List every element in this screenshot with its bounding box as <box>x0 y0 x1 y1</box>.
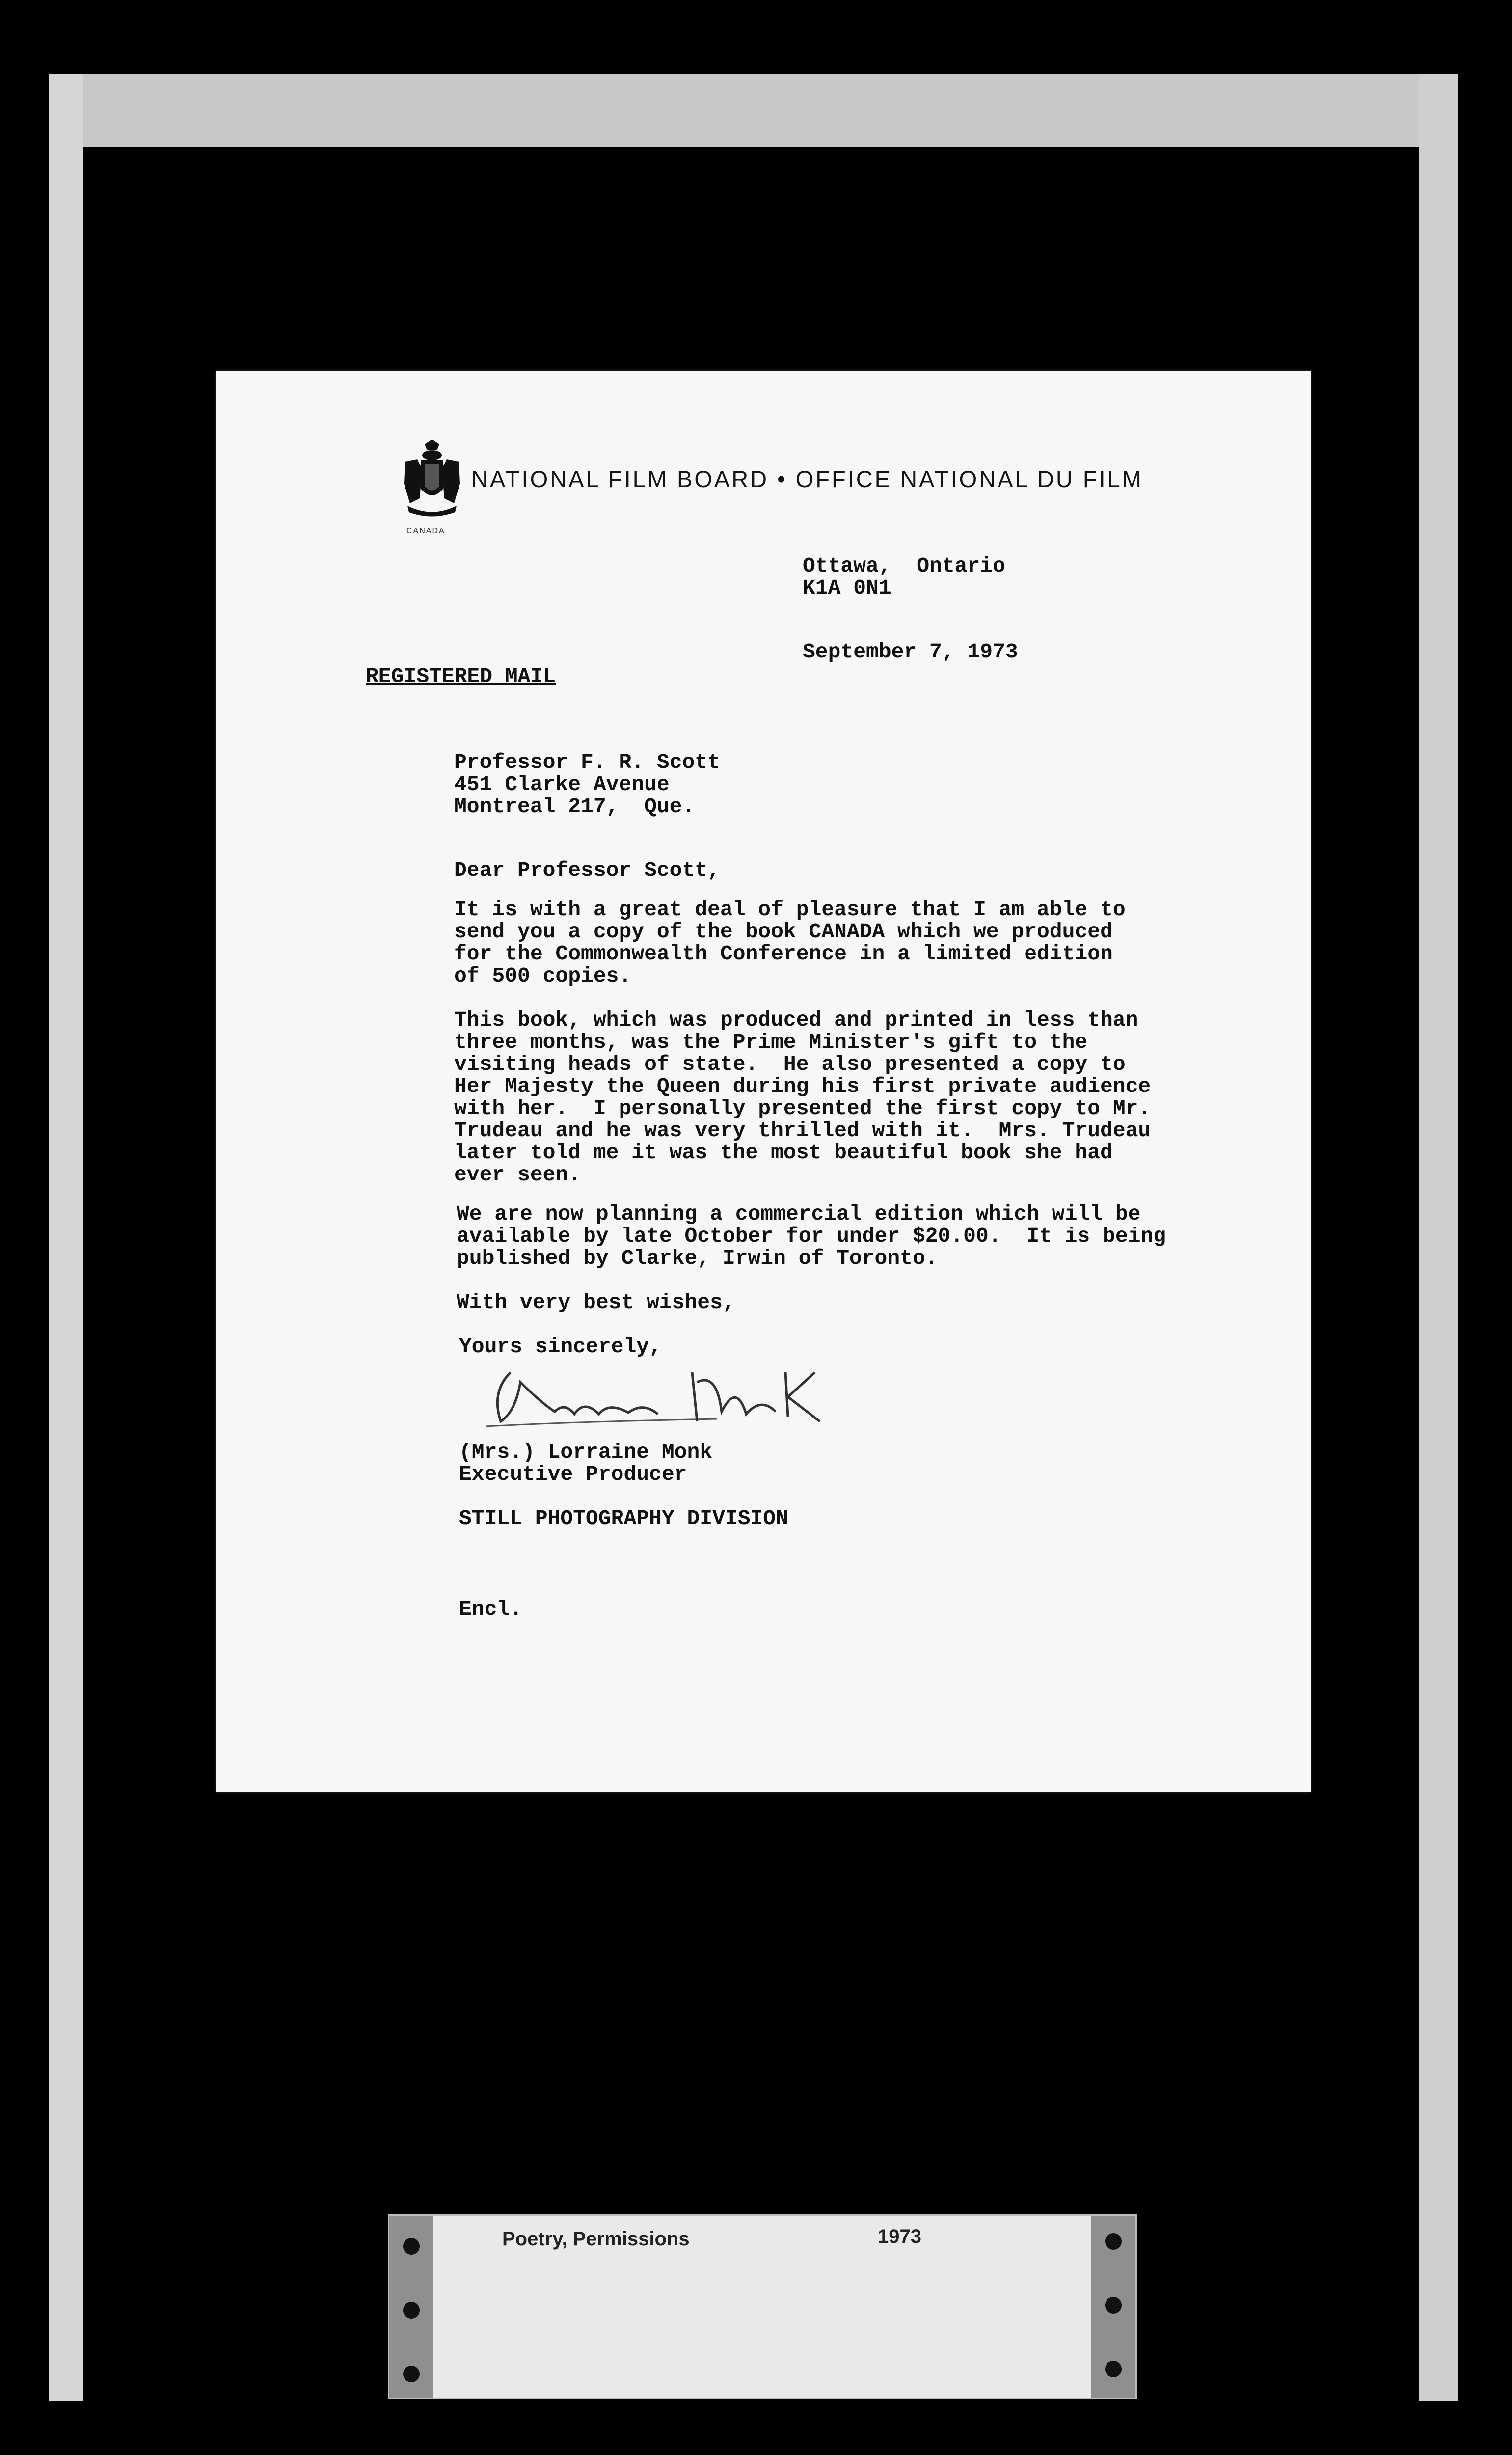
file-tab-title: Poetry, Permissions <box>502 2228 690 2250</box>
punch-hole-icon <box>403 2302 420 2319</box>
enclosure-note: Encl. <box>459 1597 523 1621</box>
closing-wishes: With very best wishes, <box>457 1290 735 1314</box>
recipient-city: Montreal 217, Que. <box>454 794 695 818</box>
letter-date: September 7, 1973 <box>803 640 1018 664</box>
recipient-name: Professor F. R. Scott <box>454 750 720 774</box>
sign-off: Yours sincerely, <box>459 1335 662 1359</box>
sender-city: Ottawa, Ontario <box>803 554 1005 578</box>
paragraph-2: This book, which was produced and printed in less than three months, was the Prime Minister's gift to the visiting heads of state. He also presented a copy to Her Majesty the Queen during his first private audience with her. I personally presented the first copy to Mr. Trudeau and he was very thrilled with it. Mrs. Trudeau later told me it was the most beautiful book she had ever seen. <box>454 1008 1151 1187</box>
punch-hole-icon <box>403 2238 420 2255</box>
punch-hole-icon <box>403 2366 420 2382</box>
punch-hole-icon <box>1105 2297 1122 2314</box>
file-tab-year: 1973 <box>878 2226 921 2247</box>
signatory-title: Executive Producer <box>459 1462 687 1486</box>
coat-of-arms-icon <box>400 439 464 518</box>
registered-mail-label: REGISTERED MAIL <box>366 664 556 688</box>
division-name: STILL PHOTOGRAPHY DIVISION <box>459 1506 788 1530</box>
film-frame-right <box>1419 74 1458 2401</box>
crest-caption: CANADA <box>406 527 445 535</box>
paragraph-3: We are now planning a commercial edition which will be available by late October for under $20.00. It is being published by Clarke, Irwin of Toronto. <box>457 1202 1166 1270</box>
punch-hole-icon <box>1105 2233 1122 2250</box>
sender-postal-code: K1A 0N1 <box>803 576 891 600</box>
paragraph-1: It is with a great deal of pleasure that I am able to send you a copy of the book CANADA which we produced for the Commonwealth Conference in a limited edition of 500 copies. <box>454 898 1126 988</box>
recipient-street: 451 Clarke Avenue <box>454 772 670 796</box>
film-frame-left <box>49 74 83 2401</box>
handwritten-signature <box>481 1353 898 1441</box>
film-frame-top <box>49 74 1458 147</box>
letterhead-title: NATIONAL FILM BOARD • OFFICE NATIONAL DU FILM <box>471 466 1143 492</box>
signatory-name: (Mrs.) Lorraine Monk <box>459 1440 713 1464</box>
salutation: Dear Professor Scott, <box>454 858 720 882</box>
letter-page <box>216 371 1311 1792</box>
punch-hole-icon <box>1105 2361 1122 2377</box>
file-tab-label <box>388 2214 1137 2399</box>
